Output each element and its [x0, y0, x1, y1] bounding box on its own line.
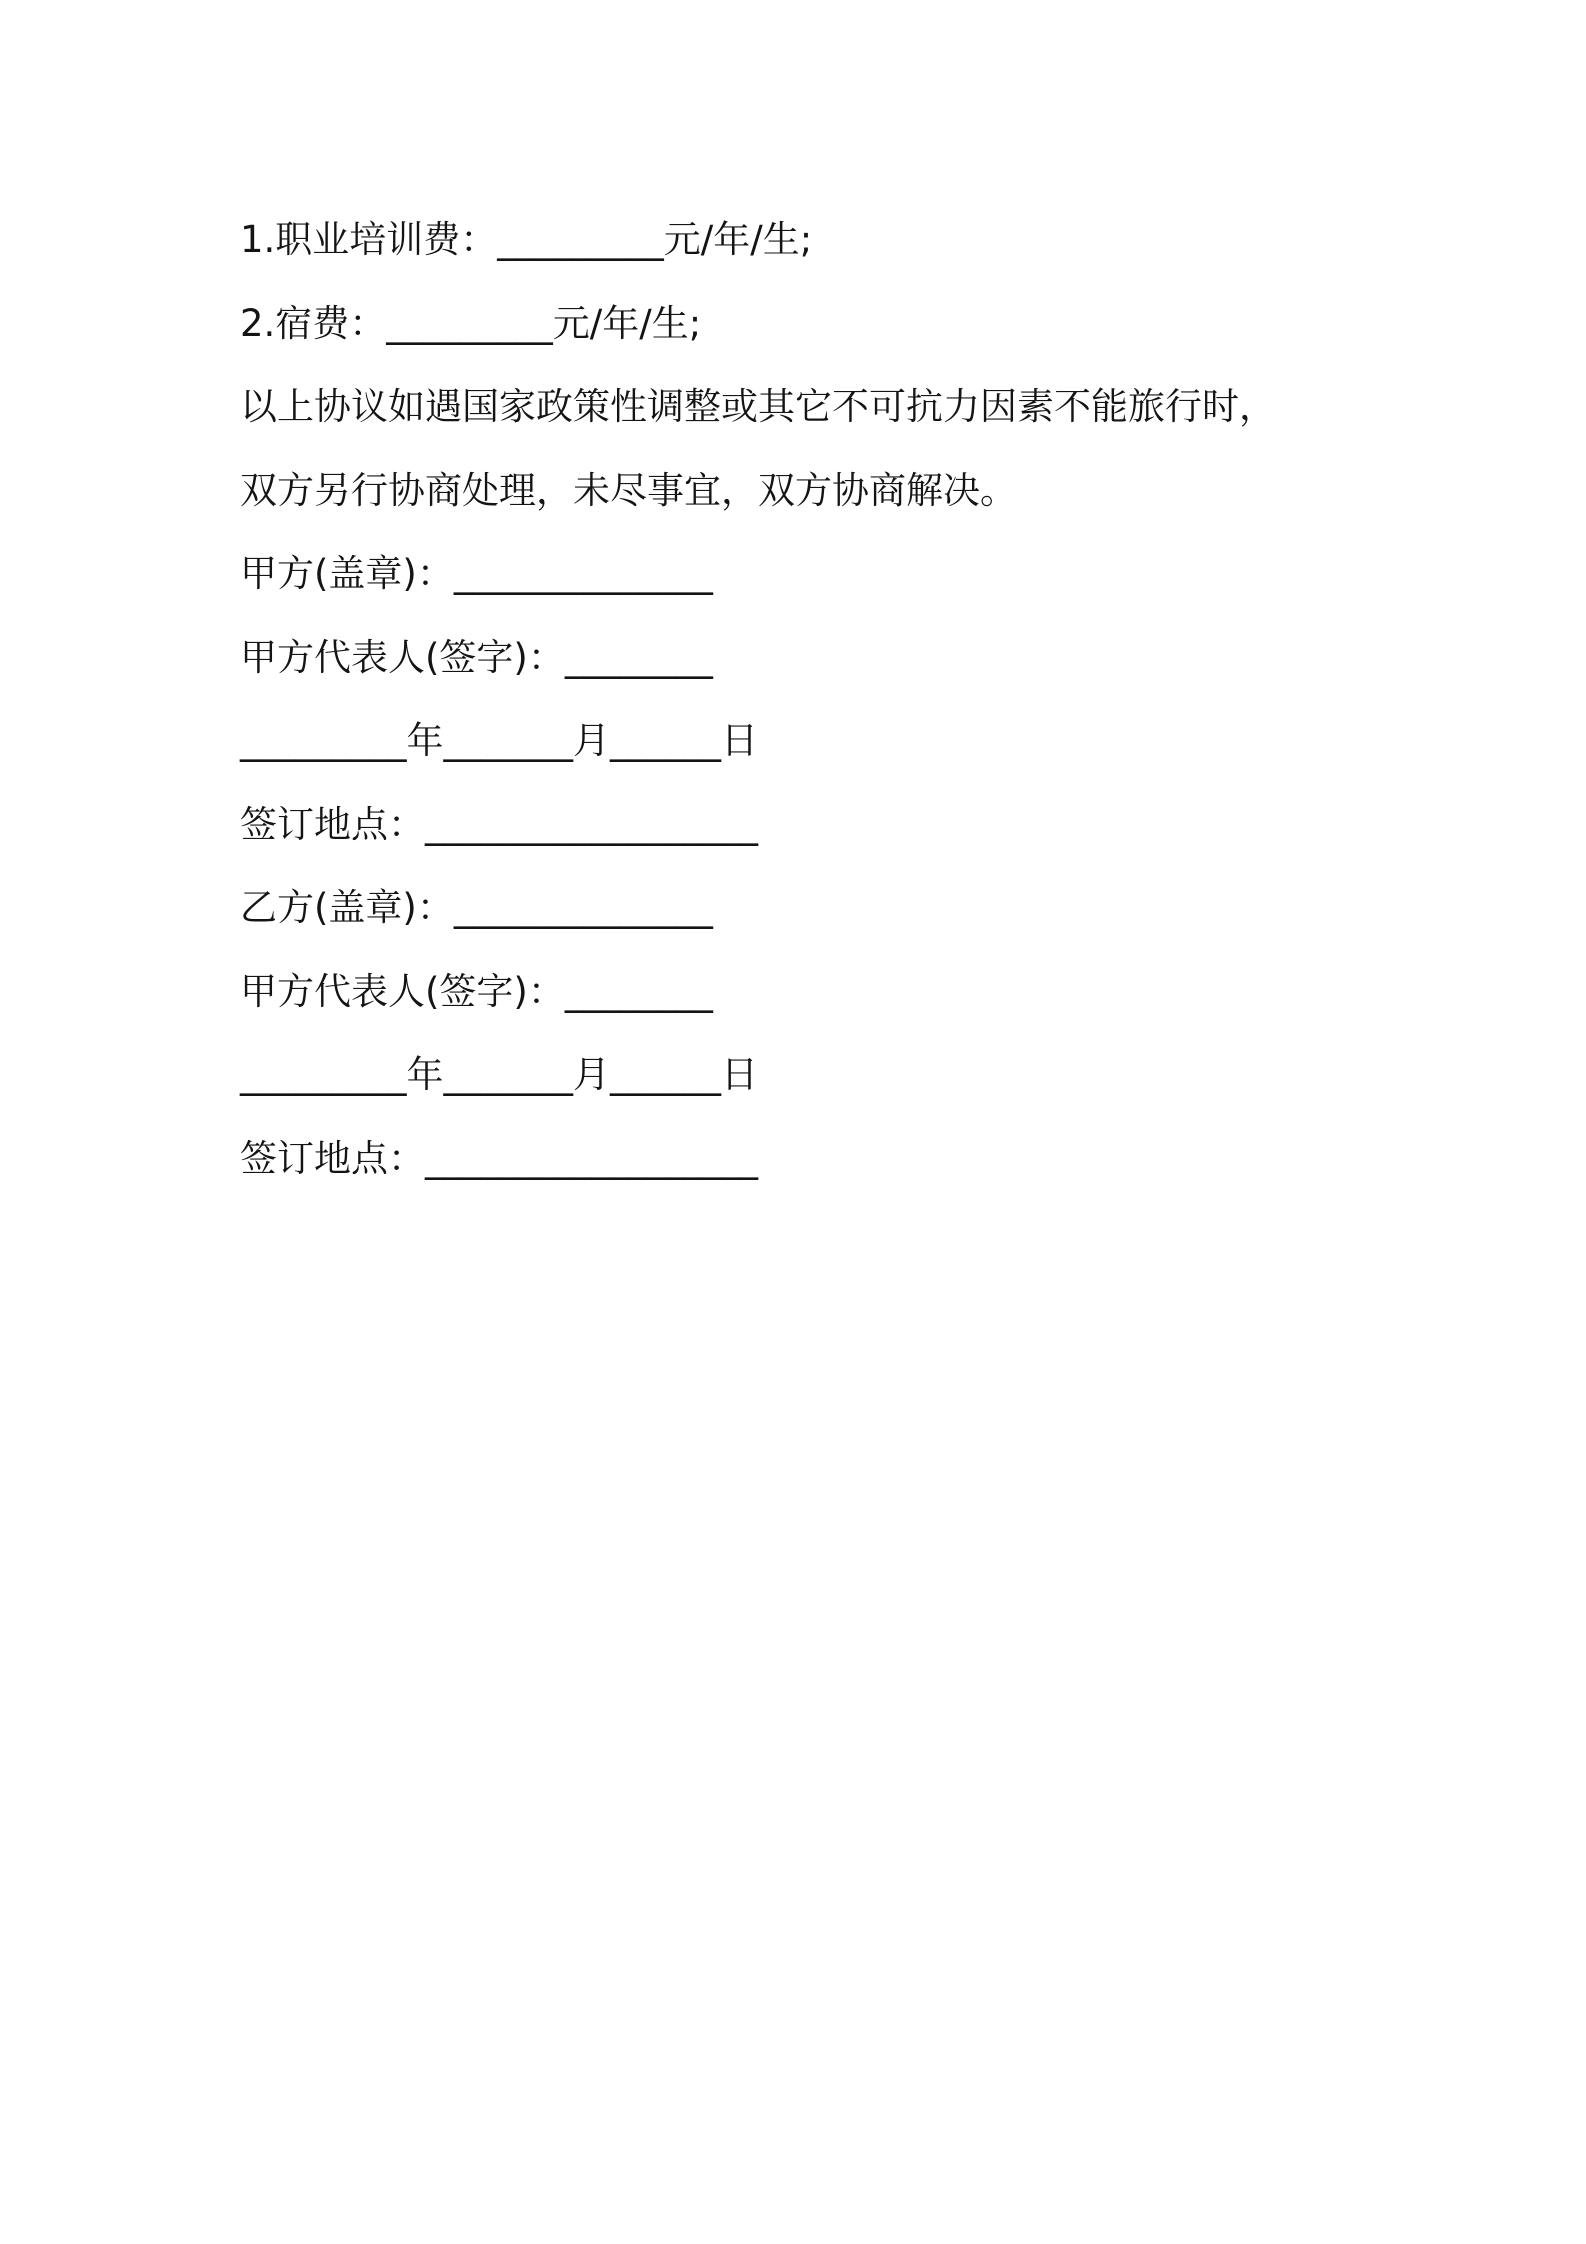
party-a-date-line: _________年_______月______日 — [240, 719, 758, 762]
document-body — [240, 198, 1440, 1200]
party-a-seal-line: 甲方(盖章)：______________ — [240, 552, 713, 595]
party-a-representative-line: 甲方代表人(签字)：________ — [240, 635, 713, 679]
fee-training-line: 1.职业培训费：_________元/年/生; — [240, 218, 813, 261]
clause-line-1: 以上协议如遇国家政策性调整或其它不可抗力因素不能旅行时， — [240, 385, 1276, 428]
party-b-seal-line: 乙方(盖章)：______________ — [240, 886, 713, 929]
party-b-representative-line: 甲方代表人(签字)：________ — [240, 969, 713, 1013]
party-a-location-line: 签订地点：__________________ — [240, 802, 758, 846]
fee-lodging-line: 2.宿费：_________元/年/生; — [240, 301, 702, 345]
clause-line-2: 双方另行协商处理，未尽事宜，双方协商解决。 — [240, 468, 1017, 512]
party-b-location-line: 签订地点：__________________ — [240, 1136, 758, 1180]
party-b-date-line: _________年_______月______日 — [240, 1053, 758, 1096]
